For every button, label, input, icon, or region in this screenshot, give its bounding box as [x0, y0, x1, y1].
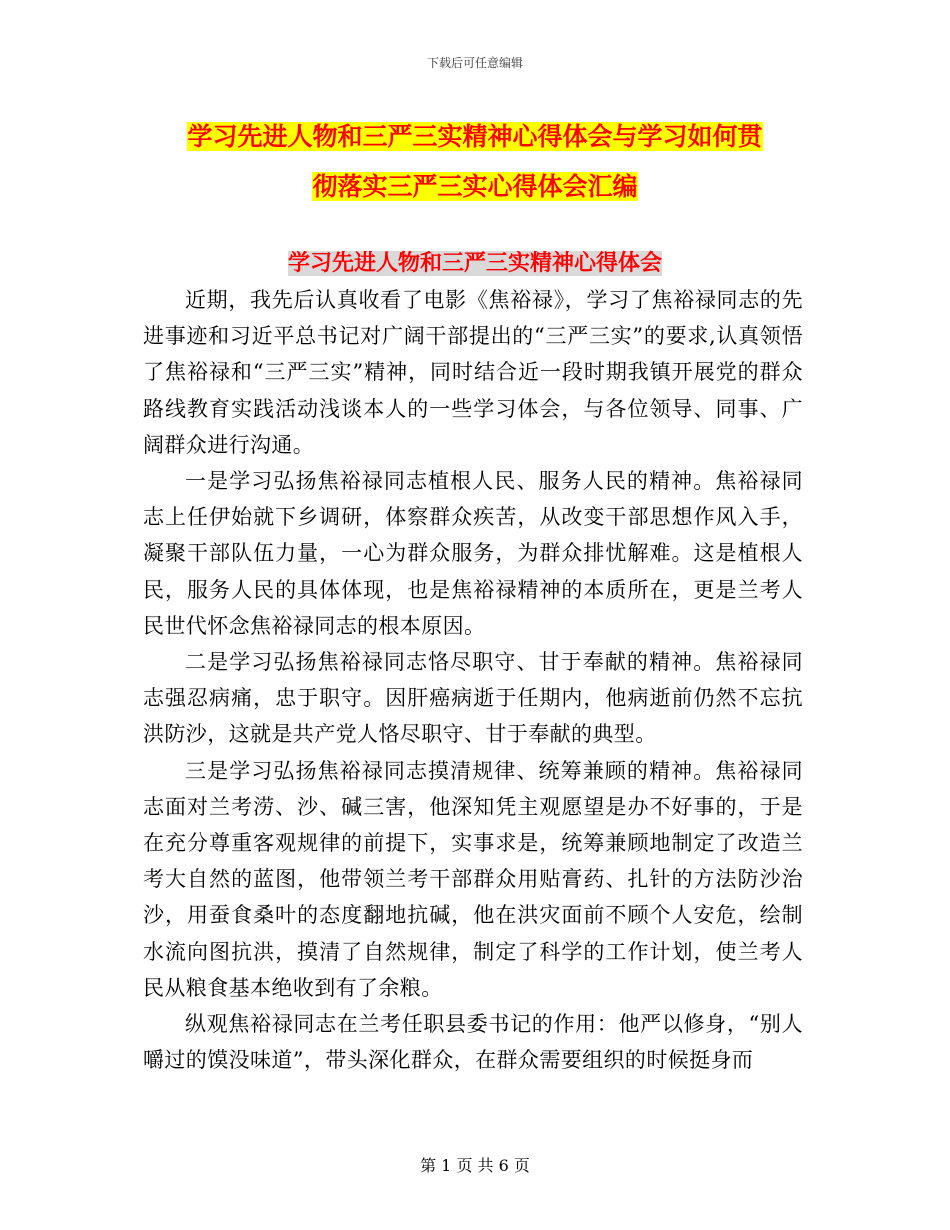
document-title-line-1: 学习先进人物和三严三实精神心得体会与学习如何贯	[187, 122, 763, 151]
paragraph: 一是学习弘扬焦裕禄同志植根人民、服务人民的精神。焦裕禄同志上任伊始就下乡调研，体察群众疾苦，从改变干部思想作风入手，凝聚干部队伍力量，一心为群众服务，为群众排忧解难。这是植根人民，服务人民的具体体现，也是焦裕禄精神的本质所在，更是兰考人民世代怀念焦裕禄同志的根本原因。	[143, 469, 803, 638]
document-title	[150, 112, 800, 212]
page-header: 下载后可任意编辑	[426, 56, 523, 70]
paragraph: 纵观焦裕禄同志在兰考任职县委书记的作用：他严以修身，“别人嚼过的馍没味道”，带头深化群众，在群众需要组织的时候挺身而	[143, 1012, 803, 1073]
page-footer: 第 1 页 共 6 页	[420, 1156, 530, 1175]
body-text	[143, 282, 803, 1078]
paragraph: 三是学习弘扬焦裕禄同志摸清规律、统筹兼顾的精神。焦裕禄同志面对兰考涝、沙、碱三害，他深知凭主观愿望是办不好事的，于是在充分尊重客观规律的前提下，实事求是，统筹兼顾地制定了改造兰考大自然的蓝图，他带领兰考干部群众用贴膏药、扎针的方法防沙治沙，用蚕食桑叶的态度翻地抗碱，他在洪灾面前不顾个人安危，绘制水流向图抗洪，摸清了自然规律，制定了科学的工作计划，使兰考人民从粮食基本绝收到有了余粮。	[143, 758, 803, 1000]
paragraph: 近期，我先后认真收看了电影《焦裕禄》，学习了焦裕禄同志的先进事迹和习近平总书记对广阔干部提出的“三严三实”的要求,认真领悟了焦裕禄和“三严三实”精神，同时结合近一段时期我镇开展党的群众路线教育实践活动浅谈本人的一些学习体会，与各位领导、同事、广阔群众进行沟通。	[143, 288, 803, 457]
section-title-text: 学习先进人物和三严三实精神心得体会	[287, 251, 662, 276]
document-title-line-2: 彻落实三严三实心得体会汇编	[312, 172, 638, 201]
paragraph: 二是学习弘扬焦裕禄同志恪尽职守、甘于奉献的精神。焦裕禄同志强忍病痛，忠于职守。因肝癌病逝于任期内，他病逝前仍然不忘抗洪防沙，这就是共产党人恪尽职守、甘于奉献的典型。	[143, 650, 803, 747]
section-title	[0, 246, 950, 282]
